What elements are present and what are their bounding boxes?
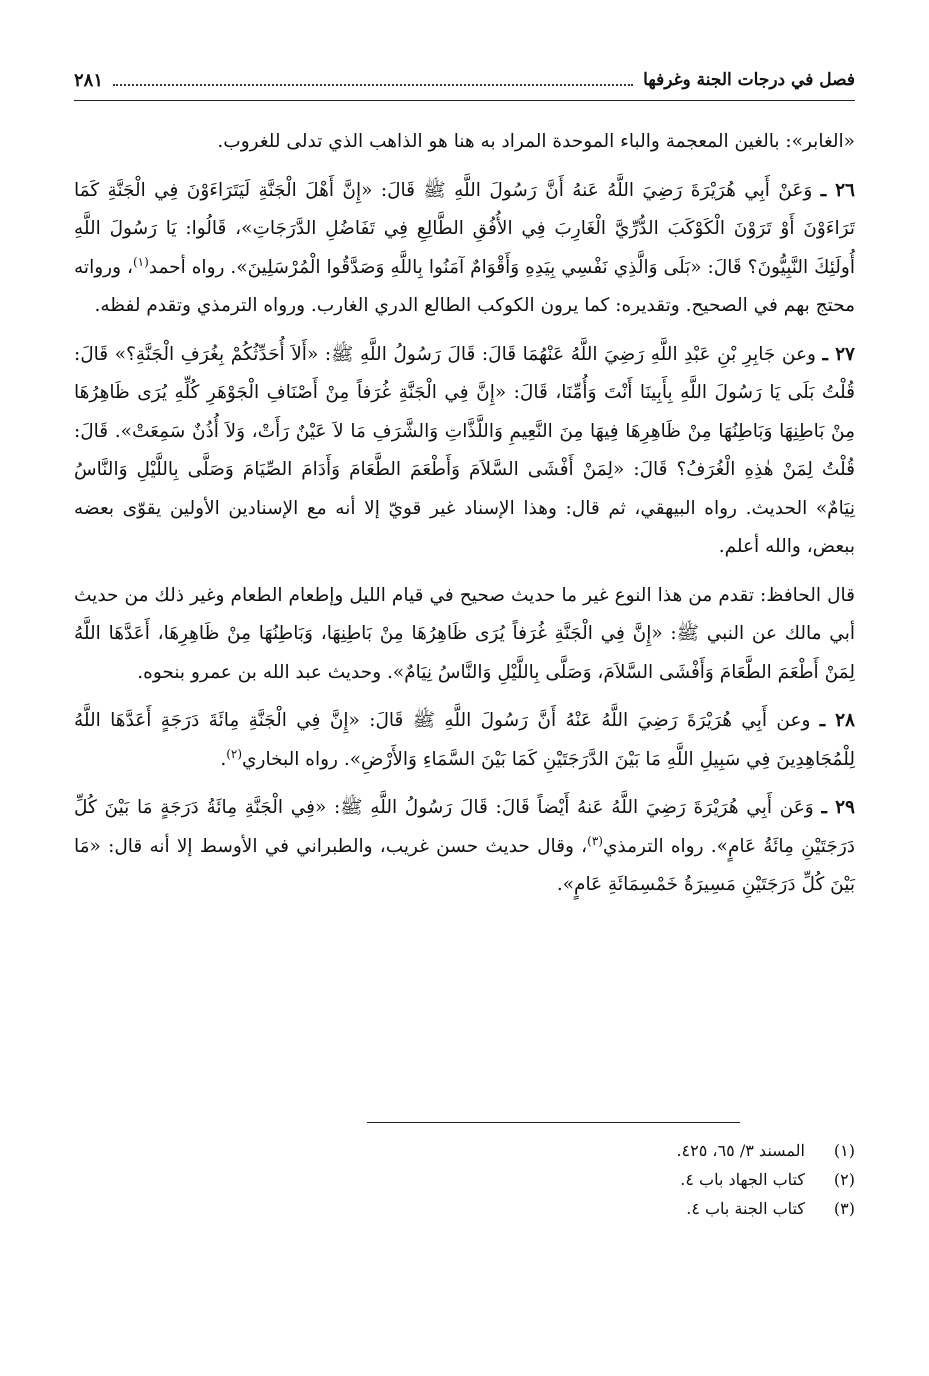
footnote-text: كتاب الجهاد باب ٤. xyxy=(680,1170,805,1189)
footnote-item xyxy=(367,1165,855,1194)
hadith-28 xyxy=(74,702,855,779)
running-header xyxy=(74,60,855,101)
hadith-text: وَعَنْ أَبِي هُرَيْرَةَ رَضِيَ اللَّهُ عَنهُ أَنَّ رَسُولَ اللَّهِ ﷺ قَالَ: «إِنَّ أَهْلَ الْجَنَّةِ لَيَتَرَاءَوْنَ فِي الْجَنَّةِ كَمَا تَرَاءَوْنَ أَوْ تَرَوْنَ الْكَوْكَبَ الدُّرِّيَّ الْغَارِبَ فِي الأُفُقِ الطَّالِعِ فِي تَفَاضُلِ الدَّرَجَاتِ»، قَالُوا: يَا رَسُولَ اللَّهِ أُولَئِكَ النَّبِيُّونَ؟ قَالَ: «بَلَى وَالَّذِي نَفْسِي بِيَدِهِ وَأَقْوَامٌ آمَنُوا بِاللَّهِ وَصَدَّقُوا الْمُرْسَلِينَ». رواه أحمد xyxy=(74,179,855,278)
hadith-27 xyxy=(74,336,855,567)
footnote-item xyxy=(367,1194,855,1223)
chapter-title: فصل في درجات الجنة وغرفها xyxy=(643,70,855,90)
paragraph-text: قال الحافظ: تقدم من هذا النوع غير ما حديث صحيح في قيام الليل وإطعام الطعام وغير ذلك من حديث أبي مالك عن النبي ﷺ: «إِنَّ فِي الْجَنَّةِ غُرَفاً يُرَى ظَاهِرُهَا مِنْ بَاطِنِهَا، وَبَاطِنُهَا مِنْ ظَاهِرِهَا، أَعَدَّهَا اللَّهُ لِمَنْ أَطْعَمَ الطَّعَامَ وَأَفْشَى السَّلاَمَ، وَصَلَّى بِاللَّيْلِ وَالنَّاسُ نِيَامٌ». وحديث عبد الله بن عمرو بنحوه. xyxy=(74,584,855,683)
hadith-text: وعن أَبِي هُرَيْرَةَ رَضِيَ اللَّهُ عَنْهُ أَنَّ رَسُولَ اللَّهِ ﷺ قَالَ: «إِنَّ فِي الْجَنَّةِ مِائَةَ دَرَجَةٍ أَعَدَّهَا اللَّهُ لِلْمُجَاهِدِينَ فِي سَبِيلِ اللَّهِ مَا بَيْنَ الدَّرَجَتَيْنِ كَمَا بَيْنَ السَّمَاءِ وَالأَرْضِ». رواه البخاري xyxy=(74,710,855,770)
footnote-number: (٢) xyxy=(833,1170,855,1189)
footnote-text: المسند ٣/ ٦٥، ٤٢٥. xyxy=(676,1141,805,1160)
hafiz-comment xyxy=(74,577,855,693)
hadith-text: وَعَن أَبِي هُرَيْرَةَ رَضِيَ اللَّهُ عَنهُ أَيْضاً قَالَ: قَالَ رَسُولُ اللَّهِ ﷺ: «فِي الْجَنَّةِ مِائَةُ دَرَجَةٍ مَا بَيْنَ كُلِّ دَرَجَتَيْنِ مِائَةُ عَامٍ». رواه الترمذي xyxy=(74,797,855,857)
footnote-number: (٣) xyxy=(833,1199,855,1218)
footnote-item xyxy=(367,1136,855,1165)
footnote-ref: (٣) xyxy=(587,833,603,848)
footnote-number: (١) xyxy=(833,1141,855,1160)
footnote-divider xyxy=(367,1122,740,1123)
footnote-ref: (١) xyxy=(132,254,149,269)
main-text xyxy=(74,123,855,905)
paragraph-note xyxy=(74,123,855,162)
leader-dots xyxy=(113,74,633,86)
hadith-tail: ، وقال حديث حسن غريب، والطبراني في الأوسط إلا أنه قال: «مَا بَيْنَ كُلِّ دَرَجَتَيْنِ مَسِيرَةُ خَمْسِمَائَةِ عَامٍ». xyxy=(74,835,855,895)
paragraph-text: «الغابر»: بالغين المعجمة والباء الموحدة المراد به هنا هو الذاهب الذي تدلى للغروب. xyxy=(217,131,855,152)
hadith-text: وعن جَابِرِ بْنِ عَبْدِ اللَّهِ رَضِيَ اللَّهُ عَنْهُمَا قَالَ: قَالَ رَسُولُ اللَّهِ ﷺ: «أَلاَ أُحَدِّثُكُمْ بِغُرَفِ الْجَنَّةِ؟» قَالَ: قُلْتُ بَلَى يَا رَسُولَ اللَّهِ بِأَبِينَا أَنْتَ وَأُمِّنَا، قَالَ: «إِنَّ فِي الْجَنَّةِ غُرَفاً مِنْ أَصْنَافِ الْجَوْهَرِ كُلِّهِ يُرَى ظَاهِرُهَا مِنْ بَاطِنِهَا وَبَاطِنُهَا مِنْ ظَاهِرِهَا فِيهَا مِنَ النَّعِيمِ وَاللَّذَّاتِ وَالشَّرَفِ مَا لاَ عَيْنٌ رَأَتْ، وَلاَ أُذُنٌ سَمِعَتْ». قَالَ: قُلْتُ لِمَنْ هٰذِهِ الْغُرَفُ؟ قَالَ: «لِمَنْ أَفْشَى السَّلاَمَ وَأَطْعَمَ الطَّعَامَ وَأَدَامَ الصِّيَامَ وَصَلَّى بِاللَّيْلِ وَالنَّاسُ نِيَامٌ» الحديث. رواه البيهقي، ثم قال: وهذا الإسناد غير قويّ إلا أنه مع الإسنادين الأولين يقوّى بعضه ببعض، والله أعلم. xyxy=(74,343,855,557)
footnotes xyxy=(367,1136,855,1223)
footnote-ref: (٢) xyxy=(226,746,243,761)
hadith-number: ٢٧ ـ xyxy=(822,343,855,365)
hadith-number: ٢٨ ـ xyxy=(819,710,855,731)
hadith-number: ٢٩ ـ xyxy=(821,797,855,818)
hadith-tail: ، ورواته محتج بهم في الصحيح. وتقديره: كما يرون الكوكب الطالع الدري الغارب. ورواه الترمذي وتقدم لفظه. xyxy=(74,256,855,316)
hadith-26 xyxy=(74,172,855,326)
hadith-29 xyxy=(74,789,855,905)
book-page xyxy=(74,60,855,915)
page-number: ٢٨١ xyxy=(74,69,104,91)
hadith-number: ٢٦ ـ xyxy=(820,179,855,201)
footnote-text: كتاب الجنة باب ٤. xyxy=(686,1199,805,1218)
hadith-tail: . xyxy=(220,748,227,770)
